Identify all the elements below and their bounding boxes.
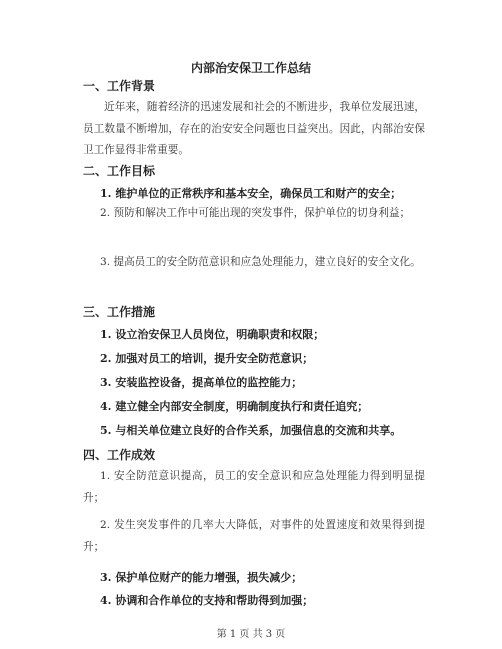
section-heading-background: 一、工作背景 bbox=[83, 79, 156, 93]
section-paragraph-background: 近年来，随着经济的迅速发展和社会的不断进步，我单位发展迅速，员工数量不断增加，存在的治安安全问题也日益突出。因此，内部治安保卫工作显得非常重要。 bbox=[83, 101, 425, 156]
goal-item-2: 2. 预防和解决工作中可能出现的突发事件，保护单位的切身利益； bbox=[100, 207, 411, 219]
measure-item-5: 5. 与相关单位建立良好的合作关系，加强信息的交流和共享。 bbox=[100, 424, 402, 437]
result-item-3: 3. 保护单位财产的能力增强，损失减少； bbox=[100, 571, 303, 584]
page-footer: 第 1 页 共 3 页 bbox=[216, 629, 286, 640]
result-item-1: 1. 安全防范意识提高，员工的安全意识和应急处理能力得到明显提升； bbox=[83, 470, 425, 504]
goal-item-3: 3. 提高员工的安全防范意识和应急处理能力，建立良好的安全文化。 bbox=[100, 256, 421, 268]
result-item-2: 2. 发生突发事件的几率大大降低，对事件的处置速度和效果得到提升； bbox=[83, 519, 425, 553]
section-heading-measures: 三、工作措施 bbox=[83, 305, 156, 319]
measure-item-1: 1. 设立治安保卫人员岗位，明确职责和权限； bbox=[100, 328, 325, 341]
section-heading-goals: 二、工作目标 bbox=[83, 164, 156, 178]
measure-item-2: 2. 加强对员工的培训，提升安全防范意识； bbox=[100, 352, 314, 365]
result-item-4: 4. 协调和合作单位的支持和帮助得到加强； bbox=[100, 594, 314, 607]
measure-item-3: 3. 安装监控设备，提高单位的监控能力； bbox=[100, 376, 303, 389]
measure-item-4: 4. 建立健全内部安全制度，明确制度执行和责任追究； bbox=[100, 400, 369, 413]
goal-item-1: 1. 维护单位的正常秩序和基本安全，确保员工和财产的安全； bbox=[100, 187, 402, 200]
section-heading-results: 四、工作成效 bbox=[83, 448, 156, 462]
document-title: 内部治安保卫工作总结 bbox=[190, 61, 311, 75]
